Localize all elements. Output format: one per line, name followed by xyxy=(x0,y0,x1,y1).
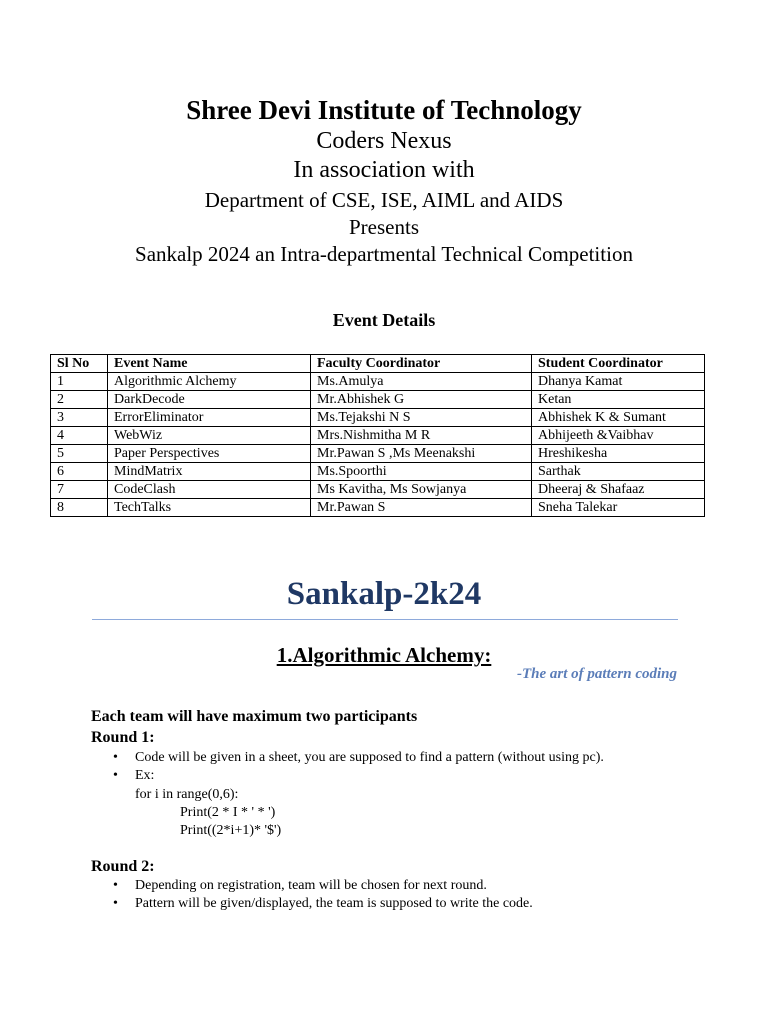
title-divider xyxy=(92,619,678,620)
faculty-coordinator-cell: Ms.Tejakshi N S xyxy=(311,409,532,427)
student-coordinator-cell: Dhanya Kamat xyxy=(532,373,705,391)
brand-title: Sankalp-2k24 xyxy=(286,576,482,612)
table-row xyxy=(51,463,705,481)
event-name-cell: TechTalks xyxy=(108,499,311,517)
column-header: Faculty Coordinator xyxy=(311,355,532,373)
sl-no-cell: 7 xyxy=(51,481,108,499)
section-title-text: 1.Algorithmic Alchemy: xyxy=(276,643,492,667)
table-row xyxy=(51,391,705,409)
table-row xyxy=(51,481,705,499)
event-name-cell: CodeClash xyxy=(108,481,311,499)
column-header: Event Name xyxy=(108,355,311,373)
association-line: In association with xyxy=(293,157,475,183)
list-item: • Code will be given in a sheet, you are supposed to find a pattern (without using pc). xyxy=(91,749,604,767)
student-coordinator-cell: Dheeraj & Shafaaz xyxy=(532,481,705,499)
event-name-cell: ErrorEliminator xyxy=(108,409,311,427)
presents-line: Presents xyxy=(349,215,419,239)
column-header: Student Coordinator xyxy=(532,355,705,373)
list-item: • Ex: xyxy=(91,767,604,785)
departments-line: Department of CSE, ISE, AIML and AIDS xyxy=(204,188,564,212)
team-size-note: Each team will have maximum two participants xyxy=(91,708,418,725)
section-title xyxy=(0,642,768,668)
table-header-row xyxy=(51,355,705,373)
sl-no-cell: 1 xyxy=(51,373,108,391)
competition-line: Sankalp 2024 an Intra-departmental Technical Competition xyxy=(135,242,633,266)
faculty-coordinator-cell: Ms Kavitha, Ms Sowjanya xyxy=(311,481,532,499)
student-coordinator-cell: Hreshikesha xyxy=(532,445,705,463)
event-name-cell: Algorithmic Alchemy xyxy=(108,373,311,391)
sl-no-cell: 6 xyxy=(51,463,108,481)
faculty-coordinator-cell: Ms.Spoorthi xyxy=(311,463,532,481)
sl-no-cell: 3 xyxy=(51,409,108,427)
club-name: Coders Nexus xyxy=(316,128,452,154)
section-tagline: -The art of pattern coding xyxy=(517,666,677,682)
faculty-coordinator-cell: Ms.Amulya xyxy=(311,373,532,391)
event-name-cell: MindMatrix xyxy=(108,463,311,481)
table-row xyxy=(51,409,705,427)
code-line: Print(2 * I * ' * ') xyxy=(180,805,276,820)
institute-title: Shree Devi Institute of Technology xyxy=(186,95,582,125)
student-coordinator-cell: Abhijeeth &Vaibhav xyxy=(532,427,705,445)
faculty-coordinator-cell: Mr.Abhishek G xyxy=(311,391,532,409)
table-row xyxy=(51,427,705,445)
student-coordinator-cell: Ketan xyxy=(532,391,705,409)
round-2-list xyxy=(91,877,533,913)
sl-no-cell: 8 xyxy=(51,499,108,517)
list-item: • Depending on registration, team will be chosen for next round. xyxy=(91,877,533,895)
student-coordinator-cell: Sneha Talekar xyxy=(532,499,705,517)
table-row xyxy=(51,445,705,463)
sl-no-cell: 5 xyxy=(51,445,108,463)
code-line: for i in range(0,6): xyxy=(135,787,239,802)
faculty-coordinator-cell: Mrs.Nishmitha M R xyxy=(311,427,532,445)
faculty-coordinator-cell: Mr.Pawan S xyxy=(311,499,532,517)
student-coordinator-cell: Sarthak xyxy=(532,463,705,481)
event-name-cell: Paper Perspectives xyxy=(108,445,311,463)
round-1-heading: Round 1: xyxy=(91,729,155,746)
student-coordinator-cell: Abhishek K & Sumant xyxy=(532,409,705,427)
sl-no-cell: 4 xyxy=(51,427,108,445)
faculty-coordinator-cell: Mr.Pawan S ,Ms Meenakshi xyxy=(311,445,532,463)
round-1-list xyxy=(91,749,604,785)
event-name-cell: WebWiz xyxy=(108,427,311,445)
sl-no-cell: 2 xyxy=(51,391,108,409)
column-header: Sl No xyxy=(51,355,108,373)
round-2-heading: Round 2: xyxy=(91,858,155,875)
event-details-table xyxy=(50,354,705,517)
event-details-heading: Event Details xyxy=(332,310,436,330)
table-row xyxy=(51,499,705,517)
list-item: • Pattern will be given/displayed, the team is supposed to write the code. xyxy=(91,895,533,913)
table-row xyxy=(51,373,705,391)
code-line: Print((2*i+1)* '$') xyxy=(180,823,282,838)
event-name-cell: DarkDecode xyxy=(108,391,311,409)
